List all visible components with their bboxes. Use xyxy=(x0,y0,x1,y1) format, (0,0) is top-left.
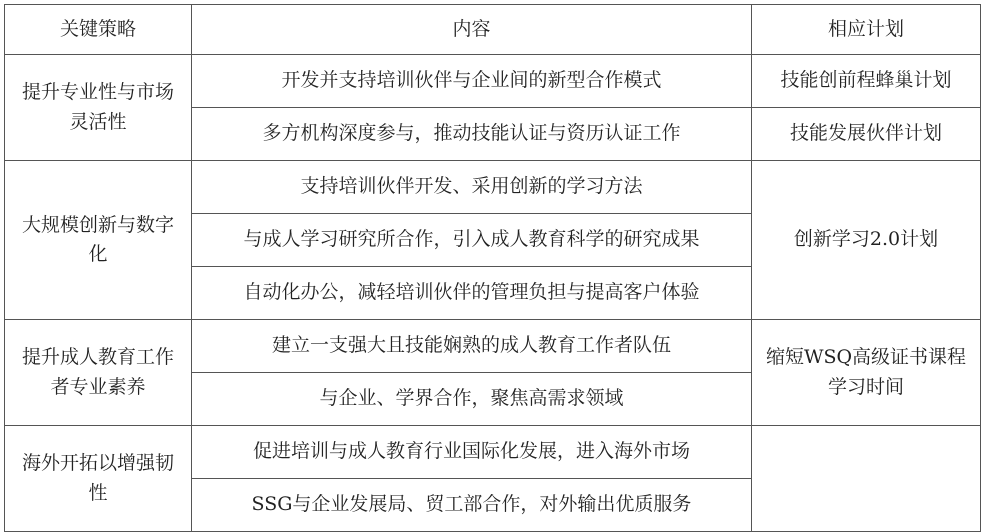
header-content: 内容 xyxy=(192,5,752,55)
plan-cell: 技能发展伙伴计划 xyxy=(752,108,981,161)
content-cell: 与企业、学界合作，聚焦高需求领域 xyxy=(192,373,752,426)
table-row xyxy=(5,320,981,373)
content-cell: 多方机构深度参与，推动技能认证与资历认证工作 xyxy=(192,108,752,161)
content-cell: 自动化办公，减轻培训伙伴的管理负担与提高客户体验 xyxy=(192,267,752,320)
header-plan: 相应计划 xyxy=(752,5,981,55)
content-cell: SSG与企业发展局、贸工部合作，对外输出优质服务 xyxy=(192,479,752,532)
table-row xyxy=(5,161,981,214)
content-cell: 支持培训伙伴开发、采用创新的学习方法 xyxy=(192,161,752,214)
plan-cell: 创新学习2.0计划 xyxy=(752,161,981,320)
table-row xyxy=(5,55,981,108)
table-row xyxy=(5,426,981,479)
content-cell: 促进培训与成人教育行业国际化发展，进入海外市场 xyxy=(192,426,752,479)
strategy-cell: 提升成人教育工作者专业素养 xyxy=(5,320,192,426)
header-key-strategy: 关键策略 xyxy=(5,5,192,55)
content-cell: 与成人学习研究所合作，引入成人教育科学的研究成果 xyxy=(192,214,752,267)
content-cell: 开发并支持培训伙伴与企业间的新型合作模式 xyxy=(192,55,752,108)
table-header-row xyxy=(5,5,981,55)
strategy-cell: 大规模创新与数字化 xyxy=(5,161,192,320)
plan-cell: 技能创前程蜂巢计划 xyxy=(752,55,981,108)
strategy-table xyxy=(4,4,981,532)
plan-cell: 缩短WSQ高级证书课程学习时间 xyxy=(752,320,981,426)
strategy-cell: 海外开拓以增强韧性 xyxy=(5,426,192,532)
strategy-cell: 提升专业性与市场灵活性 xyxy=(5,55,192,161)
content-cell: 建立一支强大且技能娴熟的成人教育工作者队伍 xyxy=(192,320,752,373)
